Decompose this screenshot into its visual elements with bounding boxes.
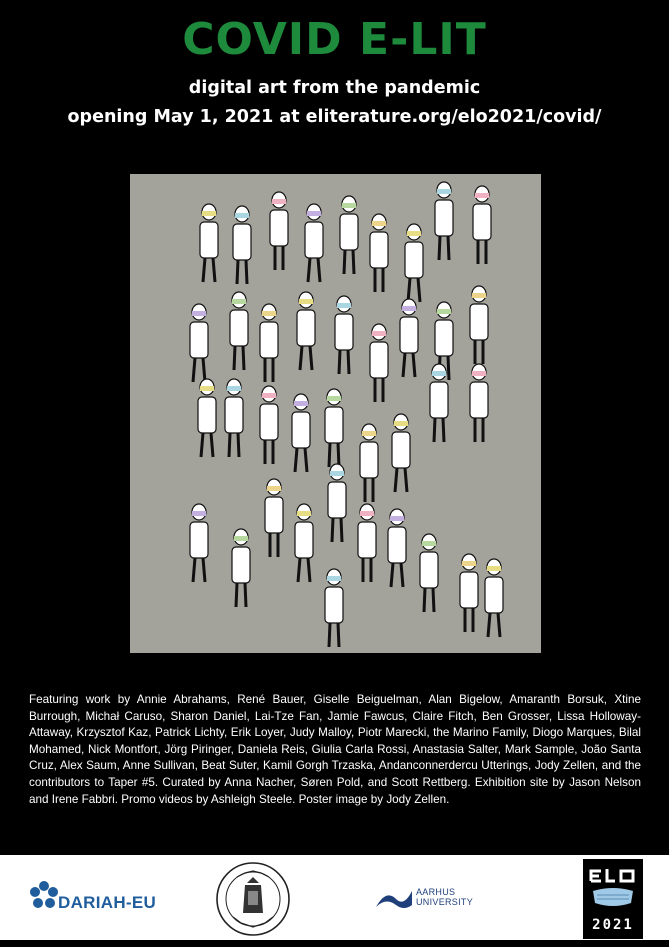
dariah-logo	[28, 877, 158, 917]
masked-figure	[190, 304, 208, 382]
masked-figure	[470, 286, 488, 364]
masked-figure	[340, 196, 358, 274]
masked-figure	[270, 192, 288, 270]
poster-subtitle	[0, 74, 669, 132]
aarhus-wordmark	[416, 887, 473, 907]
poster-title: COVID E-LIT	[182, 14, 487, 65]
masked-figure	[305, 204, 323, 282]
masked-figure	[225, 379, 243, 457]
masked-figure	[392, 414, 410, 492]
masked-figure	[232, 529, 250, 607]
masked-figure	[260, 386, 278, 464]
masked-figure	[297, 292, 315, 370]
masked-figure	[485, 559, 503, 637]
masked-figure	[328, 464, 346, 542]
masked-figure	[370, 214, 388, 292]
masked-figure	[335, 296, 353, 374]
aarhus-line1: AARHUS	[416, 887, 456, 897]
elo-year: 2021	[592, 917, 634, 933]
masked-figure	[370, 324, 388, 402]
subtitle-tagline: digital art from the pandemic	[188, 78, 481, 98]
masked-figure	[473, 186, 491, 264]
sponsor-footer	[0, 855, 669, 940]
masked-figure	[233, 206, 251, 284]
aarhus-wave-icon	[374, 885, 414, 913]
masked-figure	[460, 554, 478, 632]
masked-figure	[420, 534, 438, 612]
elo-logo	[583, 859, 643, 939]
masked-figure	[405, 224, 423, 302]
masked-figure	[400, 299, 418, 377]
masked-figure	[430, 364, 448, 442]
masked-figure	[190, 504, 208, 582]
credits-text: Featuring work by Annie Abrahams, René Bauer, Giselle Beiguelman, Alan Bigelow, Amaranth Borsuk, Xtine Burrough, Michał Caruso, Sharon Daniel, Lai-Tze Fan, Jamie Fawcus, Claire Fitch, Ben Grosser, Lissa Holloway-Attaway, Krzysztof Kaz, Patrick Lichty, Erik Loyer, Judy Malloy, Piotr Marecki, the Marino Family, Diogo Marques, Bilal Mohamed, Nick Montfort, Jörg Piringer, Daniela Reis, Giulia Carla Rossi, Anastasia Salter, Mark Sample, João Santa Cruz, Alex Saum, Anne Sullivan, Beat Suter, Kamil Gorgh Trzaska, Andanconnerdercu Utterings, Jody Zellen, and the contributors to Taper #5. Curated by Anna Nacher, Søren Pold, and Scott Rettberg. Exhibition site by Jason Nelson and Irene Fabbri. Promo videos by Ashleigh Steele. Poster image by Jody Zellen.	[29, 693, 641, 806]
aarhus-logo	[374, 881, 494, 915]
elo-masked-logo-icon	[583, 859, 643, 915]
masked-figure	[388, 509, 406, 587]
masked-figure	[435, 182, 453, 260]
masked-figure	[292, 394, 310, 472]
masked-figures-illustration	[130, 174, 541, 653]
poster-artwork	[130, 174, 541, 653]
masked-figure	[325, 569, 343, 647]
masked-figure	[230, 292, 248, 370]
masked-figure	[200, 204, 218, 282]
dariah-wordmark: DARIAH-EU	[58, 893, 157, 912]
aarhus-line2: UNIVERSITY	[416, 897, 474, 907]
opening-info: opening May 1, 2021 at eliterature.org/elo2021/covid/	[67, 107, 602, 127]
masked-figure	[295, 504, 313, 582]
dariah-flower-icon	[28, 879, 60, 911]
masked-figure	[265, 479, 283, 557]
university-of-bergen-seal-icon	[215, 861, 291, 937]
masked-figure	[360, 424, 378, 502]
masked-figure	[260, 304, 278, 382]
masked-figure	[358, 504, 376, 582]
masked-figure	[470, 364, 488, 442]
masked-figure	[325, 389, 343, 467]
bergen-logo	[215, 861, 291, 937]
masked-figure	[198, 379, 216, 457]
